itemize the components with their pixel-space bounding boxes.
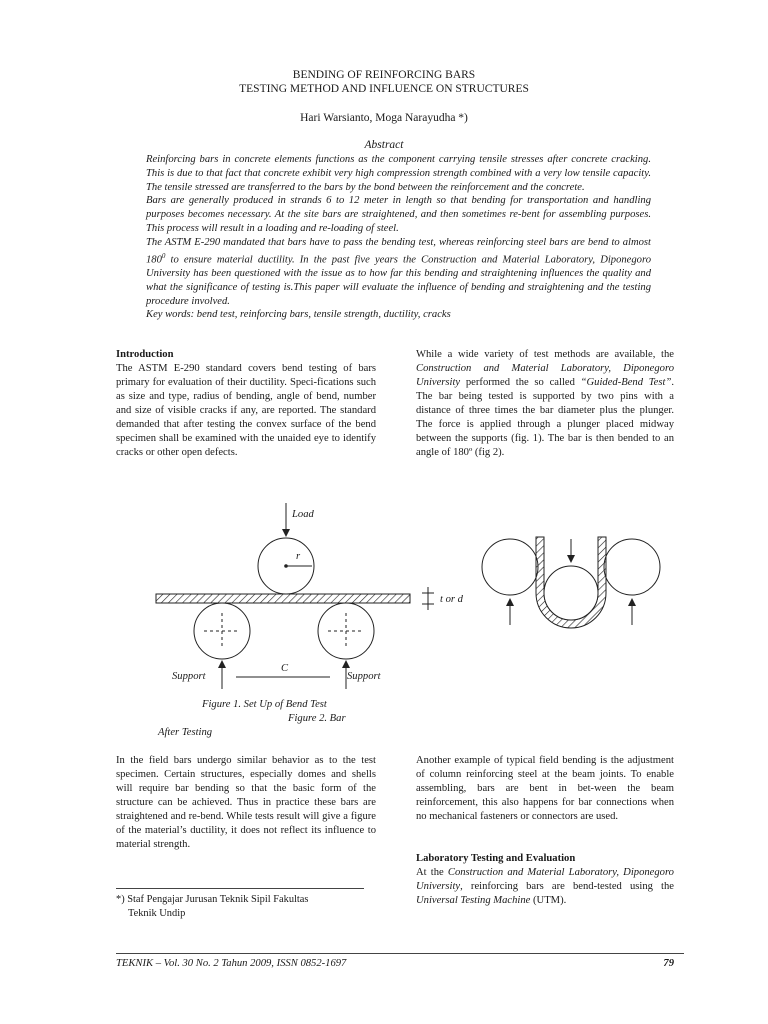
rt1: While a wide variety of test methods are available, the	[416, 349, 674, 360]
title-line-2: TESTING METHOD AND INFLUENCE ON STRUCTURES	[239, 83, 529, 95]
rt2: performed the so called	[460, 377, 581, 388]
lab-t3: (UTM).	[530, 895, 567, 906]
support-label-right: Support	[347, 671, 381, 682]
abstract-paragraph-3	[146, 236, 651, 309]
footnote-rule	[116, 888, 364, 889]
footer-rule	[116, 953, 684, 954]
span-label: C	[281, 663, 289, 674]
introduction-heading: Introduction	[116, 349, 174, 360]
test-method-paragraph	[416, 348, 674, 460]
figure-2-caption-cont: After Testing	[158, 727, 213, 738]
field-bending-paragraph	[416, 754, 674, 824]
footnote-line-1: *) Staf Pengajar Jurusan Teknik Sipil Fakultas	[116, 894, 309, 905]
load-label: Load	[292, 509, 314, 520]
title-line-1: BENDING OF REINFORCING BARS	[292, 69, 476, 81]
test-method-text	[416, 348, 674, 460]
abstract-paragraph-1: Reinforcing bars in concrete elements functions as the component carrying tensile stresses after concrete cracking. This is due to that fact that concrete exhibit very high compression strength combined with a very low tensile capacity. The tensile stressed are transferred to the bars by the bond between the reinforcement and the concrete.	[146, 154, 651, 193]
journal-citation: TEKNIK – Vol. 30 No. 2 Tahun 2009, ISSN 0852-1697	[116, 958, 347, 969]
lab-section	[416, 852, 674, 908]
lab-name: Construction and Material Laboratory, Diponegoro University	[416, 363, 674, 388]
lab-i1: Construction and Material Laboratory, Diponegoro University	[416, 867, 674, 892]
lab-t1: At the	[416, 867, 448, 878]
figure-2-caption: Figure 2. Bar	[288, 713, 346, 724]
introduction-section	[116, 348, 376, 460]
field-behavior-text: In the field bars undergo similar behavior as to the test specimen. Certain structures, especially domes and shells will require bar bending so that the basic form of the structure can be achieved. Thus in practice these bars are straightened and re-bend. While tests result will give a figure of the material’s ductility, it does not reflect its influence to material strength.	[116, 755, 376, 850]
lab-t2: , reinforcing bars are bend-tested using the	[460, 881, 674, 892]
utm-name: Universal Testing Machine	[416, 895, 531, 906]
figure-2-bent-bar	[482, 537, 660, 628]
guided-bend-test: “Guided-Bend Test”	[580, 377, 672, 388]
test-bar	[156, 594, 410, 603]
introduction-text: The ASTM E-290 standard covers bend testing of bars primary for evaluation of their ductility. Speci-fications such as size and type, radius of bending, angle of bend, number and size of visible cracks if any, are reported. The standard demanded that after testing the convex surface of the bend specimen shall be examined with the unaided eye to identify cracks or other open defects.	[116, 363, 376, 458]
lab-text	[416, 866, 674, 908]
fig2-plunger	[544, 566, 598, 620]
fig2-pin-right	[604, 539, 660, 595]
abstract-p3-end: to ensure material ductility. In the past five years the Construction and Material Laboratory, Diponegoro University has been questioned with the issue as to how far this bending and straightening influences the quality and what the significance of testing is.This paper will evaluate the influence of bending and straightening and the testing procedure involved.	[146, 254, 651, 307]
paper-title	[0, 68, 768, 96]
field-bending-text: Another example of typical field bending is the adjustment of column reinforcing steel at the beam joints. To enable assembling, bars are bent in bet-ween the beam reinforcement, this also happens for bar connections when no mechanical fasteners or connectors are used.	[416, 755, 674, 822]
field-behavior-paragraph	[116, 754, 376, 852]
rt3: . The bar being tested is supported by two pins with a distance of three times the bar diameter plus the plunger. The force is applied through a plunger placed midway between the supports (fig. 1). The bar is then bended to an angle of 180º (fig 2).	[416, 377, 674, 458]
page-number: 79	[663, 958, 674, 969]
degree-sup: 0	[161, 251, 166, 260]
page-footer	[116, 958, 674, 969]
figure-1-setup	[156, 503, 464, 689]
abstract-paragraph-2: Bars are generally produced in strands 6 to 12 meter in length so that bending for transportation and handling purposes becomes necessary. At the site bars are straightened, and then sometimes re-bent for assembling purposes. This process will result in a loading and re-loading of steel.	[146, 195, 651, 234]
abstract-heading: Abstract	[364, 139, 404, 151]
figure-1-caption: Figure 1. Set Up of Bend Test	[202, 699, 327, 710]
footnote-line-2: Teknik Undip	[128, 908, 186, 919]
bend-test-figures	[0, 495, 768, 745]
authors: Hari Warsianto, Moga Narayudha *)	[300, 112, 468, 124]
thickness-label: t or d	[440, 594, 463, 605]
support-label-left: Support	[172, 671, 206, 682]
lab-heading: Laboratory Testing and Evaluation	[416, 853, 576, 864]
abstract-p3-start: The ASTM E-290 mandated that bars have to pass the bending test, whereas reinforcing steel bars are bend to almost 180	[146, 236, 651, 266]
radius-label: r	[296, 551, 301, 562]
footnote	[116, 893, 376, 921]
fig2-pin-left	[482, 539, 538, 595]
abstract-body	[146, 153, 651, 322]
keywords: Key words: bend test, reinforcing bars, tensile strength, ductility, cracks	[146, 309, 451, 321]
